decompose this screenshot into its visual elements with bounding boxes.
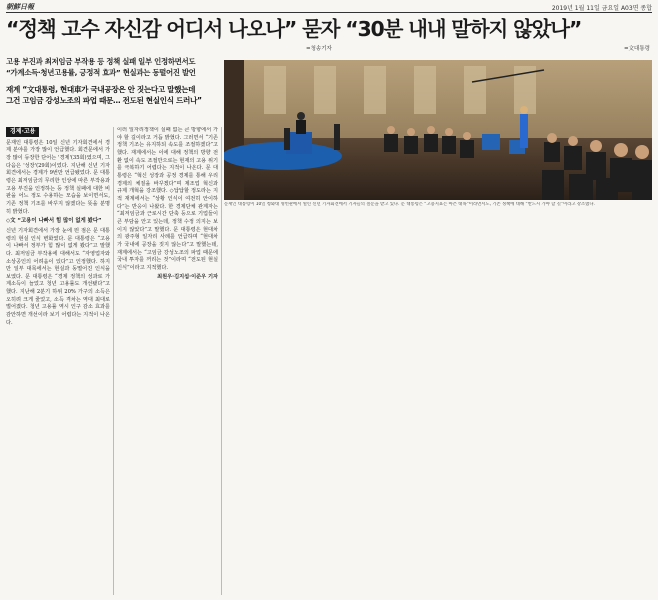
section-tag: 경제·고용 [6, 127, 39, 137]
press-conference-photo [224, 60, 652, 200]
subhead-1-line-2: “가계소득·청년고용률, 긍정적 효과” 현실과는 동떨어진 발언 [6, 68, 196, 77]
headline-credit-left: =청송기자 [306, 46, 332, 52]
subhead-2-line-1: 재계 “文대통령, 현대車가 국내공장은 안 짓는다고 말했는데 [6, 85, 196, 94]
subhead-1-line-1: 고용 부진과 최저임금 부작용 등 정책 실패 일부 인정하면서도 [6, 57, 196, 66]
subhead-2-line-2: 그건 고임금 강성노조의 파업 때문… 전도된 현실인식 드러나” [6, 96, 202, 105]
headline-credit-right: =文대통령 [623, 46, 650, 52]
issue-date: 2019년 1월 11일 금요일 A03면 종합 [551, 4, 652, 12]
press-conference-illustration [224, 60, 652, 200]
article-column-1 [6, 127, 110, 595]
column-2-text: 이러 일자리정책이 실패 없는 큰 방향에서 가야 할 길이라고 거듭 밝혔다. 그러면서 “기존 정책 기조는 유지하되 속도를 조절하겠다”고 했다. 재계에서는 이에 대해 정책의 방향 전환 없이 속도 조절만으로는 현재의 고용 위기를 극복하기 어렵다는 지적이 나온다. 문 대통령은 “혁신 성장과 공정 경제를 통해 우리 경제의 체질을 바꾸겠다”며 제조업 혁신과 규제 개혁을 강조했다. ◇답답할 정도라는 지적 재계에서는 “상황 인식이 여전히 안이하다”는 반응이 나왔다. 한 경제단체 관계자는 “최저임금과 근로시간 단축 등으로 기업들이 큰 부담을 안고 있는데, 정책 수정 의지는 보이지 않았다”고 말했다. 문 대통령은 현대차의 광주형 일자리 사례를 언급하며 “현대차가 국내에 공장을 짓지 않는다”고 말했는데, 재계에서는 “고임금 강성노조의 파업 때문에 국내 투자를 꺼리는 것”이라며 “전도된 현실 인식”이라고 지적했다. [117, 127, 218, 271]
photo-caption: 문재인 대통령이 10일 청와대 영빈관에서 열린 신년 기자회견에서 기자들의 질문을 받고 있다. 문 대통령은 “고용지표는 아픈 대목”이라면서도, 기존 정책에 대해 “반드시 가야 할 길”이라고 강조했다. [224, 202, 595, 207]
top-rule [6, 12, 652, 13]
masthead [6, 2, 652, 12]
article-byline: 최원우·김지섭·이준우 기자 [157, 274, 218, 281]
article-column-2 [117, 127, 218, 595]
subheadlines [6, 56, 218, 106]
newspaper-logo: 朝鮮日報 [6, 3, 34, 11]
column-divider-1 [113, 127, 114, 595]
main-headline: “정책 고수 자신감 어디서 나오나” 묻자 “30분 내내 말하지 않았나” [6, 17, 582, 41]
column-1-subhead: ◇文 “고용이 나빠서 힘 많이 없게 봤다” [6, 218, 102, 225]
column-1-bottom-text: 신년 기자회견에서 가장 눈에 띈 점은 문 대통령의 현실 인식 변화였다. 문 대통령은 “고용이 나빠서 정부가 힘 많이 없게 봤다”고 말했다. 최저임금 부작용에 대해서도 “자영업자와 소상공인의 어려움이 있다”고 인정했다. 하지만 일부 대목에서는 현실과 동떨어진 인식을 보였다. 문 대통령은 “경제 정책의 성과로 가계소득이 늘었고 청년 고용률도 개선됐다”고 했다. 지난해 2분기 하위 20% 가구의 소득은 오히려 크게 줄었고, 소득 격차는 역대 최대로 벌어졌다. 청년 고용률 역시 인구 감소 효과를 감안하면 개선이라 보기 어렵다는 지적이 나온다. [6, 227, 110, 326]
column-1-top-text: 문재인 대통령은 10일 신년 기자회견에서 경제 분야를 가장 많이 언급했다. 회견문에서 가장 많이 등장한 단어는 '경제'(35회)였으며, 그다음은 '성장'(29회)이었다. 지난해 신년 기자회견에서는 경제가 9번만 언급됐었다. 문 대통령은 최저임금의 무리한 인상에 따른 부작용과 고용 부진을 인정하는 등 정책 실패에 대한 비판을 어느 정도 수용하는 모습을 보이면서도, 기존 정책 기조를 바꾸지 않겠다는 뜻을 분명히 밝혔다. [6, 139, 110, 215]
column-divider-2 [221, 127, 222, 595]
